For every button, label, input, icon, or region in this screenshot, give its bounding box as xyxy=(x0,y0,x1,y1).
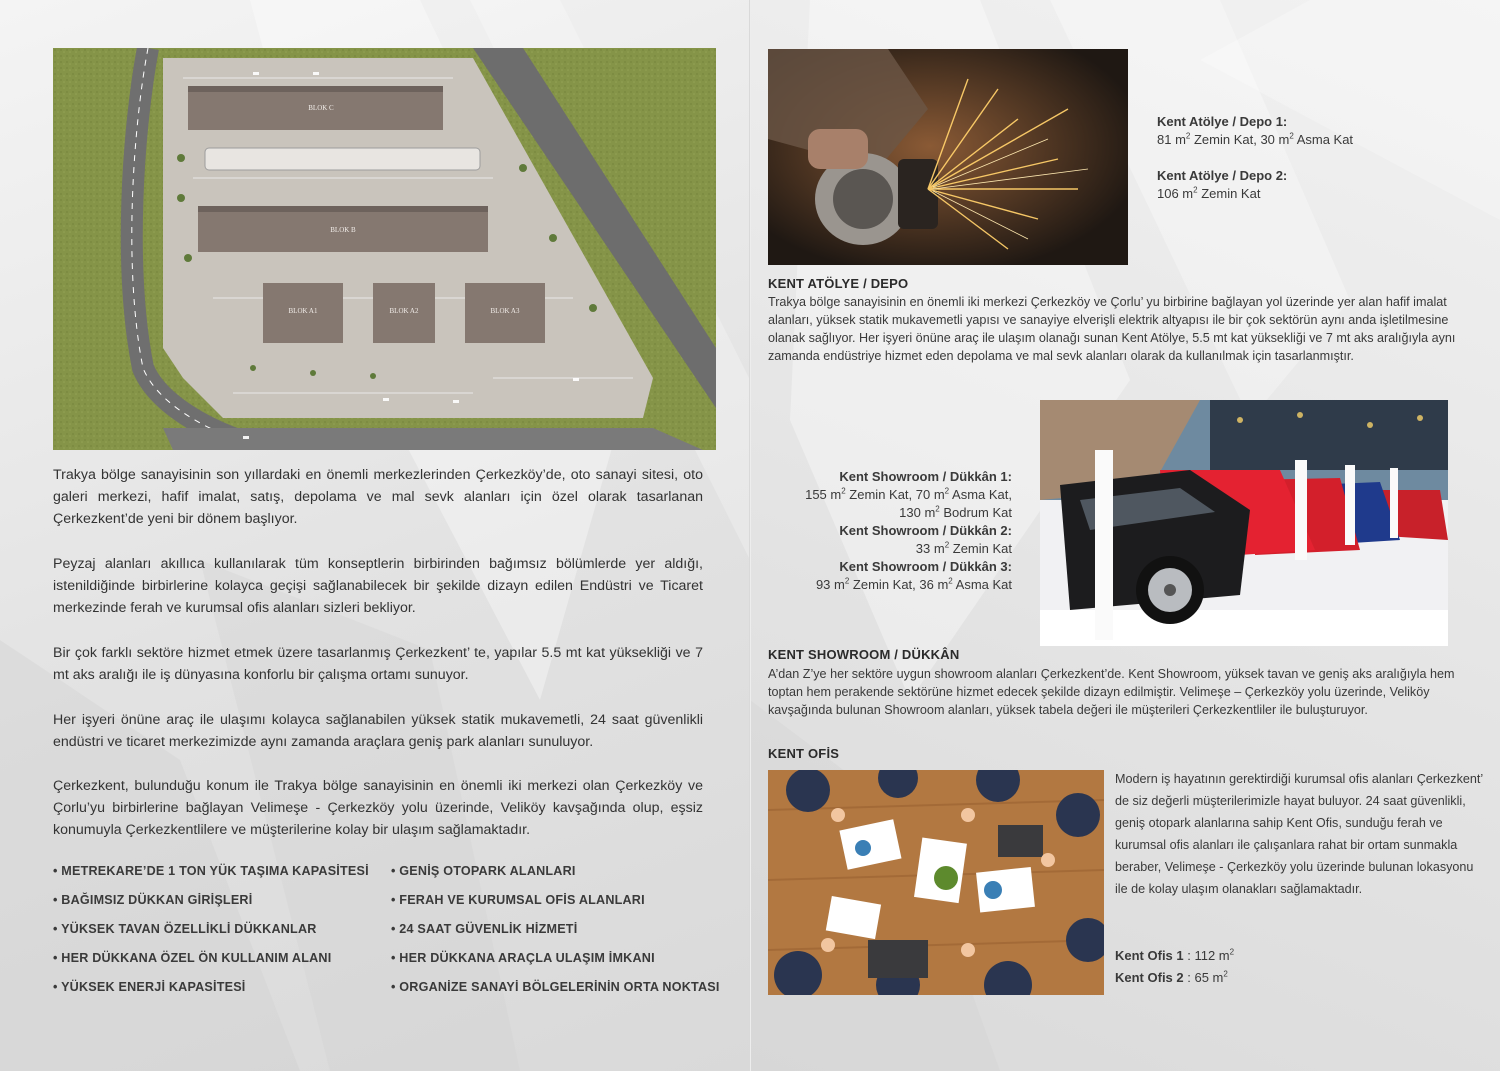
feature-item: • ORGANİZE SANAYİ BÖLGELERİNİN ORTA NOKTASI xyxy=(391,980,720,994)
ofis-heading: KENT OFİS xyxy=(768,746,840,761)
block-label: BLOK B xyxy=(330,226,356,234)
showroom-specs: Kent Showroom / Dükkân 1: 155 $m^2$ Zemin Kat, 70 $m^2$ Asma Kat, 130 $m^2$ Bodrum Kat Kent Showroom / Dükkân 2: 33 $m^2$ Zemin Kat Kent Showroom / Dükkân 3: 93 $m^2$ Zemin Kat, 36 $m^2$ Asma Kat xyxy=(805,469,1012,592)
block-a2 xyxy=(373,283,435,343)
feature-item: • YÜKSEK TAVAN ÖZELLİKLİ DÜKKANLAR xyxy=(53,922,317,936)
block-label: BLOK A3 xyxy=(490,307,520,315)
page-spine xyxy=(749,0,751,1071)
feature-item: • GENİŞ OTOPARK ALANLARI xyxy=(391,864,576,878)
workshop-grinder-photo xyxy=(768,49,1128,265)
feature-item: • METREKARE’DE 1 TON YÜK TAŞIMA KAPASİTESİ xyxy=(53,864,369,878)
block-b xyxy=(198,206,488,252)
feature-item: • 24 SAAT GÜVENLİK HİZMETİ xyxy=(391,922,578,936)
height-paragraph: Bir çok farklı sektöre hizmet etmek üzere tasarlanmış Çerkezkent’ te, yapılar 5.5 mt kat yüksekliği ve 7 mt aks aralığı ile iş dünyasına konforlu bir çalışma ortamı sunuyor. xyxy=(53,645,703,683)
office-meeting-photo xyxy=(768,770,1104,995)
right-page xyxy=(750,0,1500,1071)
atolye-paragraph: Trakya bölge sanayisinin en önemli iki merkezi Çerkezköy ve Çorlu’ yu birbirine bağlayan yol üzerinde yer alan hafif imalat alanları, yüksek statik mukavemetli yapısı ve sanayiye elverişli elektrik altyapısı ile bir çok sektörün aynı anda işletilmesine olanak sağlıyor. Her işyeri önüne araç ile ulaşım olanağı sunan Kent Atölye, 5.5 mt kat yüksekliği ve 7 mt aks aralığıyla aynı zamanda endüstriye hizmet eden depolama ve mal sevk alanları olarak da kullanılmak için tasarlanmıştır. xyxy=(768,295,1456,363)
block-c xyxy=(188,86,443,130)
feature-item: • HER DÜKKANA ARAÇLA ULAŞIM İMKANI xyxy=(391,951,655,965)
block-label: BLOK A1 xyxy=(288,307,318,315)
block-a1 xyxy=(263,283,343,343)
intro-paragraph: Trakya bölge sanayisinin son yıllardaki en önemli merkezlerinden Çerkezköy’de, oto sanayi sitesi, oto galeri merkezi, hafif imalat, satış, depolama ve mal sevk alanları için özel olarak tasarlanan Çerkezkent’de yeni bir dönem başlıyor. xyxy=(53,467,703,527)
landscape-paragraph: Peyzaj alanları akıllıca kullanılarak tüm konseptlerin birbirinden bağımsız bölümlerde yer aldığı, istenildiğinde birbirlerine kolayca geçişi sağlanabilecek bir şekilde dizayn edilen Endüstri ve Ticaret merkezinde ferah ve kurumsal ofis alanları sizleri bekliyor. xyxy=(53,556,703,616)
site-plan-render xyxy=(53,48,716,450)
ofis-paragraph: Modern iş hayatının gerektirdiği kurumsal ofis alanları Çerkezkent’ de siz değerli müşterilerimizle hayat buluyor. 24 saat güvenlikli, geniş otopark alanlarına sahip Kent Ofis, sunduğu ferah ve kurumsal ofis alanları ile çalışanlara rahat bir ortam sunmakla beraber, Velimeşe - Çerkezköy yolu üzerinde bulunan lokasyonu ile de kolay ulaşım olanakları sağlamaktadır. xyxy=(1115,772,1483,896)
showroom-heading: KENT SHOWROOM / DÜKKÂN xyxy=(768,647,960,662)
feature-item: • YÜKSEK ENERJİ KAPASİTESİ xyxy=(53,980,246,994)
showroom-paragraph: A’dan Z’ye her sektöre uygun showroom alanları Çerkezkent’de. Kent Showroom, yüksek tavan ve geniş aks aralığıyla hem toptan hem perakende sektörüne hizmet edecek şekilde dizayn edilmiştir. Velimeşe – Çerkezköy yolu üzerinde, Veliköy kavşağında bulunan Showroom alanları, yüksek tabela değeri ile müşterileri Çerkezkentliler ile buluşturuyor. xyxy=(768,667,1455,717)
ofis-specs: Kent Ofis 1 : 112 $m^2$ Kent Ofis 2 : 65 $m^2$ xyxy=(1115,947,1235,985)
location-paragraph: Çerkezkent, bulunduğu konum ile Trakya bölge sanayisinin en önemli iki merkezi olan Çerkezköy ve Çorlu’yu birbirlerine bağlayan Velimeşe - Çerkezköy yolu üzerinde, Veliköy kavşağında olup, eşsiz konumuyla Çerkezkentlilere ve müşterilerine kolay bir ulaşım sağlamaktadır. xyxy=(53,778,703,838)
atolye-heading: KENT ATÖLYE / DEPO xyxy=(768,276,909,291)
block-label: BLOK C xyxy=(308,104,334,112)
feature-item: • BAĞIMSIZ DÜKKAN GİRİŞLERİ xyxy=(53,893,253,907)
showroom-cars-photo xyxy=(1040,400,1448,646)
block-a3 xyxy=(465,283,545,343)
security-paragraph: Her işyeri önüne araç ile ulaşımı kolayca sağlanabilen yüksek statik mukavemetli, 24 saat güvenlikli endüstri ve ticaret merkezimizde aynı zamanda araçlara geniş park alanları sunuluyor. xyxy=(53,712,703,750)
feature-item: • HER DÜKKANA ÖZEL ÖN KULLANIM ALANI xyxy=(53,951,332,965)
block-label: BLOK A2 xyxy=(389,307,419,315)
atolye-spec-2: Kent Atölye / Depo 2: 106 $m^2$ Zemin Kat xyxy=(1157,168,1288,201)
atolye-spec-1: Kent Atölye / Depo 1: 81 $m^2$ Zemin Kat, 30 $m^2$ Asma Kat xyxy=(1157,114,1354,147)
feature-item: • FERAH VE KURUMSAL OFİS ALANLARI xyxy=(391,893,645,907)
